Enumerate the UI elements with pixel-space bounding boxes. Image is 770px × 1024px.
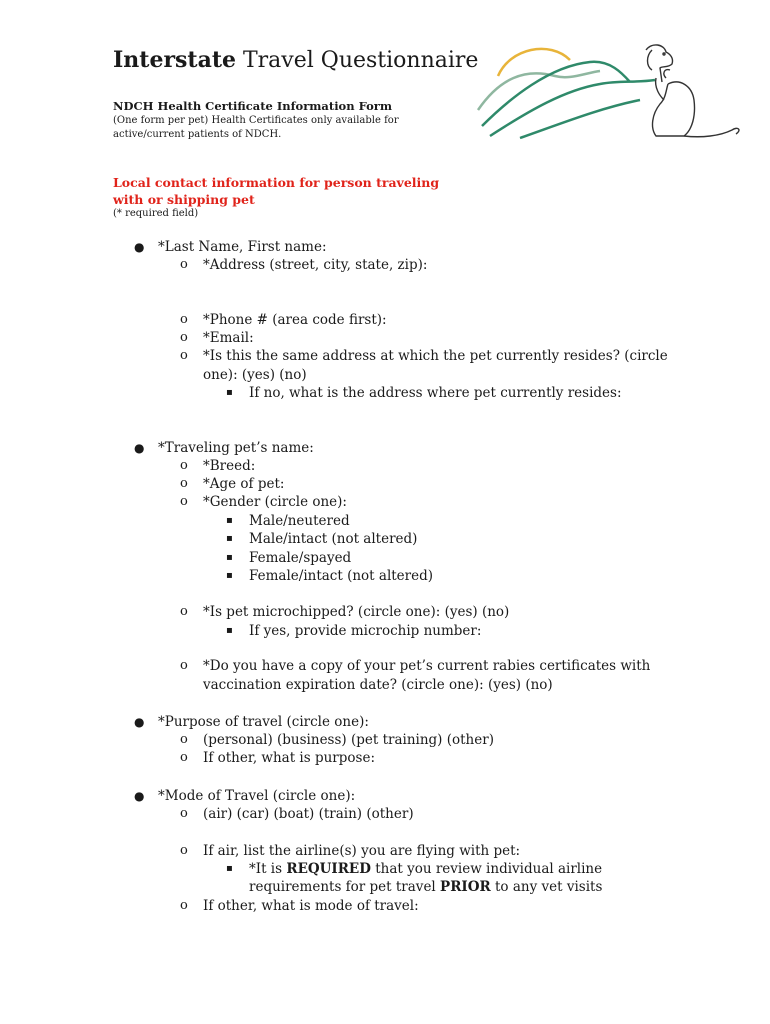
microchip-number-field: If yes, provide microchip number: — [249, 623, 482, 639]
bullet-l3: ▪ — [226, 570, 233, 581]
hill-mid — [482, 62, 630, 126]
gender-question: *Gender (circle one): — [203, 494, 347, 510]
bullet-l3: ▪ — [226, 552, 233, 563]
bullet-l2: o — [180, 732, 188, 747]
bullet-l2: o — [180, 658, 188, 673]
dog-cat-icon — [646, 45, 739, 137]
breed-field: *Breed: — [203, 458, 256, 474]
gender-option: Male/intact (not altered) — [249, 531, 418, 547]
purpose-question: *Purpose of travel (circle one): — [158, 714, 369, 730]
bullet-l3: ▪ — [226, 515, 233, 526]
bullet-l2: o — [180, 604, 188, 619]
pet-address-field: If no, what is the address where pet currently resides: — [249, 385, 622, 401]
gender-option: Female/spayed — [249, 550, 352, 566]
email-field: *Email: — [203, 330, 254, 346]
purpose-other-field: If other, what is purpose: — [203, 750, 375, 766]
req-text-line2-a: requirements for pet travel — [249, 879, 441, 895]
hill-light — [478, 71, 600, 110]
same-address-question: *Is this the same address at which the pet currently resides? (circle — [203, 348, 668, 364]
page-title — [113, 47, 478, 73]
bullet-l3: ▪ — [226, 387, 233, 398]
address-field: *Address (street, city, state, zip): — [203, 257, 428, 273]
req-text-required: REQUIRED — [286, 861, 371, 877]
age-field: *Age of pet: — [203, 476, 285, 492]
rabies-question: *Do you have a copy of your pet’s current rabies certificates with — [203, 658, 651, 674]
airline-requirement-note — [249, 860, 602, 878]
bullet-l1: ● — [134, 715, 145, 729]
purpose-options: (personal) (business) (pet training) (other) — [203, 732, 494, 748]
bullet-l3: ▪ — [226, 863, 233, 874]
sun-arc — [498, 49, 570, 76]
gender-option: Female/intact (not altered) — [249, 568, 434, 584]
rabies-options: vaccination expiration date? (circle one): (yes) (no) — [203, 677, 553, 693]
form-note: (One form per pet) Health Certificates only available for active/current patients of NDCH. — [113, 115, 399, 140]
bullet-l2: o — [180, 806, 188, 821]
title-bold: Interstate — [113, 47, 236, 73]
bullet-l2: o — [180, 458, 188, 473]
mode-question: *Mode of Travel (circle one): — [158, 788, 356, 804]
airline-field: If air, list the airline(s) you are flying with pet: — [203, 843, 521, 859]
ndch-logo — [470, 38, 750, 148]
bullet-l1: ● — [134, 240, 145, 254]
bullet-l1: ● — [134, 789, 145, 803]
gender-option: Male/neutered — [249, 513, 350, 529]
hill-dark-1 — [490, 80, 655, 136]
bullet-l3: ▪ — [226, 533, 233, 544]
form-subtitle: NDCH Health Certificate Information Form — [113, 99, 393, 113]
bullet-l2: o — [180, 257, 188, 272]
bullet-l2: o — [180, 843, 188, 858]
title-rest: Travel Questionnaire — [236, 48, 479, 73]
req-text-a: *It is — [249, 861, 287, 877]
pet-name-field: *Traveling pet’s name: — [158, 440, 314, 456]
bullet-l2: o — [180, 330, 188, 345]
mode-other-field: If other, what is mode of travel: — [203, 898, 419, 914]
contact-section-heading: Local contact information for person traveling with or shipping pet — [113, 175, 440, 207]
same-address-options: one): (yes) (no) — [203, 367, 307, 383]
airline-requirement-note-line2 — [249, 878, 602, 896]
phone-field: *Phone # (area code first): — [203, 312, 387, 328]
last-name-field: *Last Name, First name: — [158, 239, 327, 255]
required-field-note: (* required field) — [113, 208, 199, 219]
req-text-prior: PRIOR — [440, 879, 491, 895]
bullet-l2: o — [180, 494, 188, 509]
bullet-l2: o — [180, 312, 188, 327]
microchip-question: *Is pet microchipped? (circle one): (yes) (no) — [203, 604, 510, 620]
mode-options: (air) (car) (boat) (train) (other) — [203, 806, 414, 822]
bullet-l2: o — [180, 348, 188, 363]
bullet-l1: ● — [134, 441, 145, 455]
bullet-l2: o — [180, 476, 188, 491]
req-text-c: that you review individual airline — [370, 861, 603, 877]
req-text-line2-c: to any vet visits — [490, 879, 603, 895]
bullet-l2: o — [180, 750, 188, 765]
bullet-l2: o — [180, 898, 188, 913]
bullet-l3: ▪ — [226, 625, 233, 636]
